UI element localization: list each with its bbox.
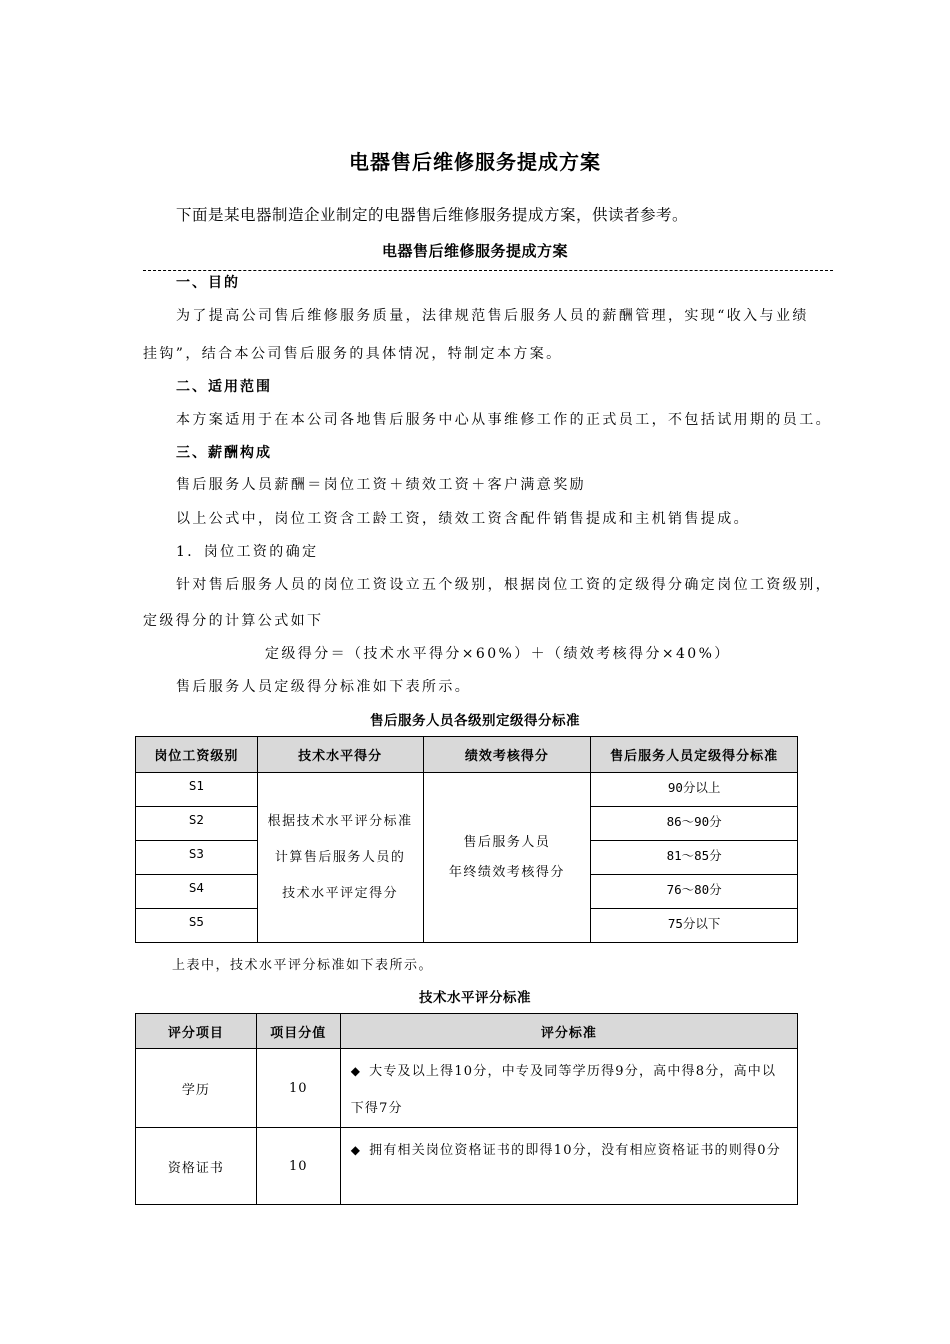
- performance-score-line: 年终绩效考核得分: [448, 864, 565, 880]
- table2-caption: 技术水平评分标准: [419, 990, 531, 1006]
- standard-cell: 81～85分: [591, 841, 798, 875]
- table-header-cell: 项目分值: [256, 1014, 340, 1049]
- level-cell: S2: [136, 807, 258, 841]
- paragraph: 针对售后服务人员的岗位工资设立五个级别，根据岗位工资的定级得分确定岗位工资级别，: [176, 577, 832, 593]
- section-heading-scope: 二、适用范围: [176, 379, 272, 395]
- table-note: 上表中，技术水平评分标准如下表所示。: [172, 958, 434, 973]
- standard-cell: 75分以下: [591, 909, 798, 943]
- level-cell: S3: [136, 841, 258, 875]
- table-header-cell: 技术水平得分: [257, 737, 423, 773]
- diamond-bullet-icon: ◆: [350, 1064, 362, 1078]
- dashed-divider: [143, 270, 833, 271]
- tech-scoring-table: [135, 1013, 798, 1205]
- table-header-cell: 绩效考核得分: [423, 737, 591, 773]
- table-row: [136, 1049, 798, 1128]
- level-cell: S4: [136, 875, 258, 909]
- table-header-cell: 岗位工资级别: [136, 737, 258, 773]
- standard-cell: 90分以上: [591, 773, 798, 807]
- item-cell: 学历: [136, 1049, 257, 1128]
- performance-score-cell: [423, 773, 591, 943]
- level-cell: S1: [136, 773, 258, 807]
- performance-score-line: 售后服务人员: [463, 834, 551, 850]
- tech-score-line: 计算售后服务人员的: [274, 849, 406, 865]
- table-header-cell: 售后服务人员定级得分标准: [591, 737, 798, 773]
- intro-text: 下面是某电器制造企业制定的电器售后维修服务提成方案，供读者参考。: [176, 206, 689, 224]
- criteria-text: 拥有相关岗位资格证书的即得10分，没有相应资格证书的则得0分: [369, 1143, 781, 1158]
- grading-formula: 定级得分＝（技术水平得分×60%）＋（绩效考核得分×40%）: [265, 646, 731, 662]
- subsection-heading: 1．岗位工资的确定: [176, 544, 319, 560]
- paragraph: 挂钩”，结合本公司售后服务的具体情况，特制定本方案。: [143, 346, 563, 362]
- diamond-bullet-icon: ◆: [350, 1143, 362, 1157]
- tech-score-line: 根据技术水平评分标准: [267, 813, 413, 829]
- score-cell: 10: [256, 1128, 340, 1205]
- paragraph: 售后服务人员定级得分标准如下表所示。: [176, 679, 472, 695]
- tech-score-line: 技术水平评定得分: [282, 885, 399, 901]
- table-row: [136, 1128, 798, 1205]
- paragraph: 本方案适用于在本公司各地售后服务中心从事维修工作的正式员工，不包括试用期的员工。: [176, 412, 832, 428]
- criteria-cell: [340, 1128, 797, 1205]
- plan-subtitle: 电器售后维修服务提成方案: [381, 242, 568, 260]
- standard-cell: 76～80分: [591, 875, 798, 909]
- standard-cell: 86～90分: [591, 807, 798, 841]
- salary-formula: 售后服务人员薪酬＝岗位工资＋绩效工资＋客户满意奖励: [176, 477, 586, 493]
- section-heading-purpose: 一、目的: [176, 275, 240, 291]
- level-cell: S5: [136, 909, 258, 943]
- paragraph: 为了提高公司售后维修服务质量，法律规范售后服务人员的薪酬管理，实现“收入与业绩: [176, 308, 809, 324]
- section-heading-salary: 三、薪酬构成: [176, 445, 272, 461]
- item-cell: 资格证书: [136, 1128, 257, 1205]
- table-header-row: [136, 1014, 798, 1049]
- table1-caption: 售后服务人员各级别定级得分标准: [370, 713, 580, 729]
- table-row: [136, 773, 798, 807]
- grading-standard-table: [135, 736, 798, 943]
- paragraph: 定级得分的计算公式如下: [143, 613, 324, 629]
- criteria-cell: [340, 1049, 797, 1128]
- table-header-cell: 评分项目: [136, 1014, 257, 1049]
- table-header-row: [136, 737, 798, 773]
- paragraph: 以上公式中，岗位工资含工龄工资，绩效工资含配件销售提成和主机销售提成。: [176, 511, 750, 527]
- tech-score-cell: [257, 773, 423, 943]
- document-title: 电器售后维修服务提成方案: [349, 150, 601, 174]
- criteria-text: 大专及以上得10分，中专及同等学历得9分，高中得8分，高中以下得7分: [350, 1064, 777, 1116]
- score-cell: 10: [256, 1049, 340, 1128]
- table-header-cell: 评分标准: [340, 1014, 797, 1049]
